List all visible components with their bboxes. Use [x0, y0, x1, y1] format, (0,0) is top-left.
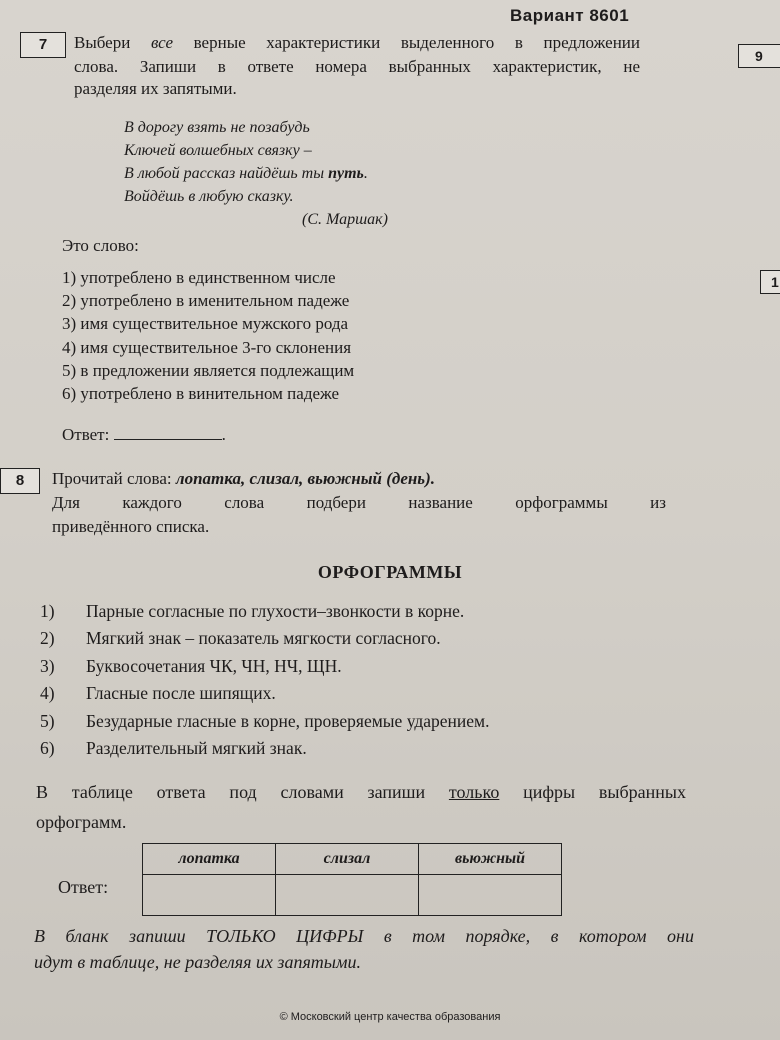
- answer-cell[interactable]: [276, 875, 419, 916]
- read-words: лопатка, слизал, вьюжный (день).: [175, 469, 435, 488]
- option-item: [62, 336, 354, 359]
- task-7-instruction-line-3: разделяя их запятыми.: [74, 79, 237, 98]
- table-instr-part-b: цифры выбранных: [499, 782, 686, 802]
- option-text: в предложении является подлежащим: [80, 360, 355, 380]
- answer-table-header: лопатка: [143, 844, 276, 875]
- option-item: [62, 266, 354, 289]
- option-number: 3): [40, 655, 55, 676]
- answer-label: Ответ:: [62, 425, 110, 444]
- orthogram-list: [40, 598, 489, 762]
- option-text: Парные согласные по глухости–звонкости в корне.: [86, 601, 465, 621]
- highlighted-word: путь: [328, 165, 364, 182]
- final-instruction-line-1: В бланк запиши ТОЛЬКО ЦИФРЫ в том порядке, в котором они: [34, 926, 694, 946]
- instruction-line1-rest: верные характеристики выделенного в предложении: [173, 33, 640, 52]
- option-text: употреблено в единственном числе: [80, 268, 336, 287]
- option-text: употреблено в именительном падеже: [80, 291, 350, 311]
- option-text: имя существительное мужского рода: [80, 314, 349, 334]
- option-text: Гласные после шипящих.: [86, 683, 276, 704]
- answer-cell[interactable]: [143, 875, 276, 916]
- table-instr-part-a: В таблице ответа под словами запиши: [36, 782, 449, 802]
- orthogram-item: [40, 653, 489, 680]
- instruction-emphasis: все: [150, 33, 173, 52]
- option-number: 5): [40, 710, 55, 731]
- option-number: 2): [40, 628, 55, 649]
- option-number: 6): [62, 384, 77, 404]
- copyright-footer: © Московский центр качества образования: [279, 1011, 501, 1023]
- task-8-instruction-line-2: приведённого списка.: [52, 517, 210, 536]
- option-number: 3): [62, 314, 77, 334]
- option-number: 4): [40, 683, 55, 704]
- table-instruction-line-1: [36, 780, 686, 804]
- option-text: Мягкий знак – показатель мягкости согласного.: [86, 628, 441, 649]
- poem-author: (С. Маршак): [302, 211, 388, 228]
- answer-table-header: вьюжный: [419, 844, 562, 875]
- poem-line: В дорогу взять не позабудь: [124, 119, 310, 136]
- variant-label: Вариант 8601: [510, 6, 630, 25]
- option-number: 5): [62, 360, 77, 380]
- option-text: имя существительное 3-го склонения: [80, 337, 352, 357]
- task-8-read-line: [52, 468, 435, 490]
- task-7-options: [62, 266, 354, 405]
- answer-table-header: слизал: [276, 844, 419, 875]
- task-8-instruction-line-1: Для каждого слова подбери название орфограммы из: [52, 493, 666, 512]
- option-number: 2): [62, 291, 77, 311]
- answer-table: [142, 843, 562, 916]
- option-text: Безударные гласные в корне, проверяемые ударением.: [86, 710, 490, 731]
- orthogram-item: [40, 680, 489, 707]
- poem-line: [124, 162, 388, 185]
- read-prefix: Прочитай слова:: [52, 469, 176, 488]
- next-task-number-box-2: 1: [760, 270, 780, 294]
- underlined-word: только: [448, 782, 500, 802]
- answer-table-input-row: [143, 875, 562, 916]
- final-instruction-line-2: идут в таблице, не разделяя их запятыми.: [34, 952, 361, 972]
- poem-line: Ключей волшебных связку –: [124, 142, 312, 159]
- option-text: Разделительный мягкий знак.: [86, 738, 307, 759]
- answer-cell[interactable]: [419, 875, 562, 916]
- option-number: 4): [62, 337, 77, 357]
- option-item: [62, 359, 354, 382]
- orthogram-item: [40, 625, 489, 652]
- poem: [124, 116, 388, 231]
- option-number: 1): [40, 601, 55, 621]
- option-text: Буквосочетания ЧК, ЧН, НЧ, ЩН.: [86, 655, 342, 676]
- option-text: употреблено в винительном падеже: [80, 384, 340, 404]
- option-item: [62, 312, 354, 335]
- option-number: 6): [40, 738, 55, 759]
- task-7-answer: [62, 424, 226, 446]
- poem-line-tail: .: [363, 165, 368, 182]
- table-instruction-line-2: орфограмм.: [36, 812, 127, 832]
- answer-table-header-row: [143, 844, 562, 875]
- poem-line: Войдёшь в любую сказку.: [124, 188, 294, 205]
- task-8-number: 8: [0, 468, 40, 494]
- task-7-instruction-line-1: [74, 32, 640, 54]
- orthogram-item: [40, 598, 489, 625]
- poem-line-text: В любой рассказ найдёшь ты: [124, 165, 329, 182]
- orthogram-item: [40, 735, 489, 762]
- answer-blank[interactable]: [114, 425, 222, 440]
- next-task-number-box: 9: [738, 44, 780, 68]
- task-7-instruction-line-2: слова. Запиши в ответе номера выбранных характеристик, не: [74, 57, 640, 76]
- answer-tail: .: [221, 425, 226, 444]
- option-number: 1): [62, 268, 77, 287]
- option-item: [62, 289, 354, 312]
- task-7-number: 7: [20, 32, 66, 58]
- orthogram-item: [40, 708, 489, 735]
- option-item: [62, 382, 354, 405]
- orthogram-heading: ОРФОГРАММЫ: [317, 562, 463, 582]
- task-8-answer-label: Ответ:: [58, 877, 109, 897]
- instruction-part1: Выбери: [74, 33, 151, 52]
- task-7-lead: Это слово:: [62, 236, 139, 255]
